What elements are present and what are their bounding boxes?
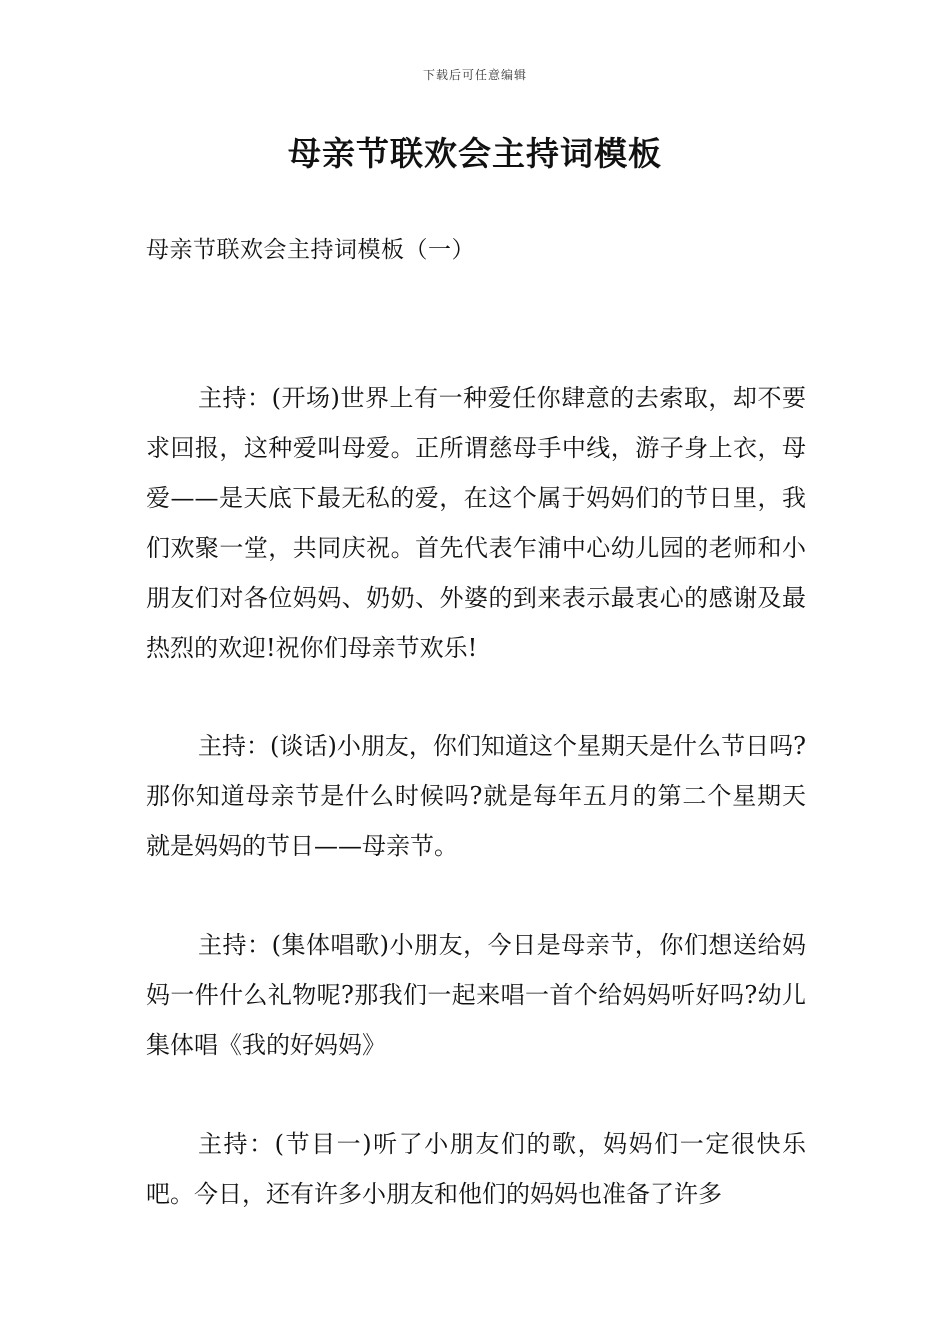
paragraph-program-one: 主持：(节目一)听了小朋友们的歌，妈妈们一定很快乐吧。今日，还有许多小朋友和他们的妈妈也准备了许多	[146, 1130, 806, 1208]
paragraph-group-song: 主持：(集体唱歌)小朋友，今日是母亲节，你们想送给妈妈一件什么礼物呢?那我们一起来唱一首个给妈妈听好吗?幼儿集体唱《我的好妈妈》	[146, 931, 806, 1059]
header-note: 下载后可任意编辑	[422, 68, 527, 82]
paragraph-talk: 主持：(谈话)小朋友，你们知道这个星期天是什么节日吗?那你知道母亲节是什么时候吗?就是每年五月的第二个星期天就是妈妈的节日——母亲节。	[146, 732, 806, 860]
document-subtitle: 母亲节联欢会主持词模板（一）	[146, 237, 475, 263]
paragraph-opening: 主持：(开场)世界上有一种爱任你肆意的去索取，却不要求回报，这种爱叫母爱。正所谓慈母手中线，游子身上衣，母爱——是天底下最无私的爱，在这个属于妈妈们的节日里，我们欢聚一堂，共同庆祝。首先代表乍浦中心幼儿园的老师和小朋友们对各位妈妈、奶奶、外婆的到来表示最衷心的感谢及最热烈的欢迎!祝你们母亲节欢乐!	[146, 384, 806, 662]
document-title: 母亲节联欢会主持词模板	[288, 134, 662, 173]
